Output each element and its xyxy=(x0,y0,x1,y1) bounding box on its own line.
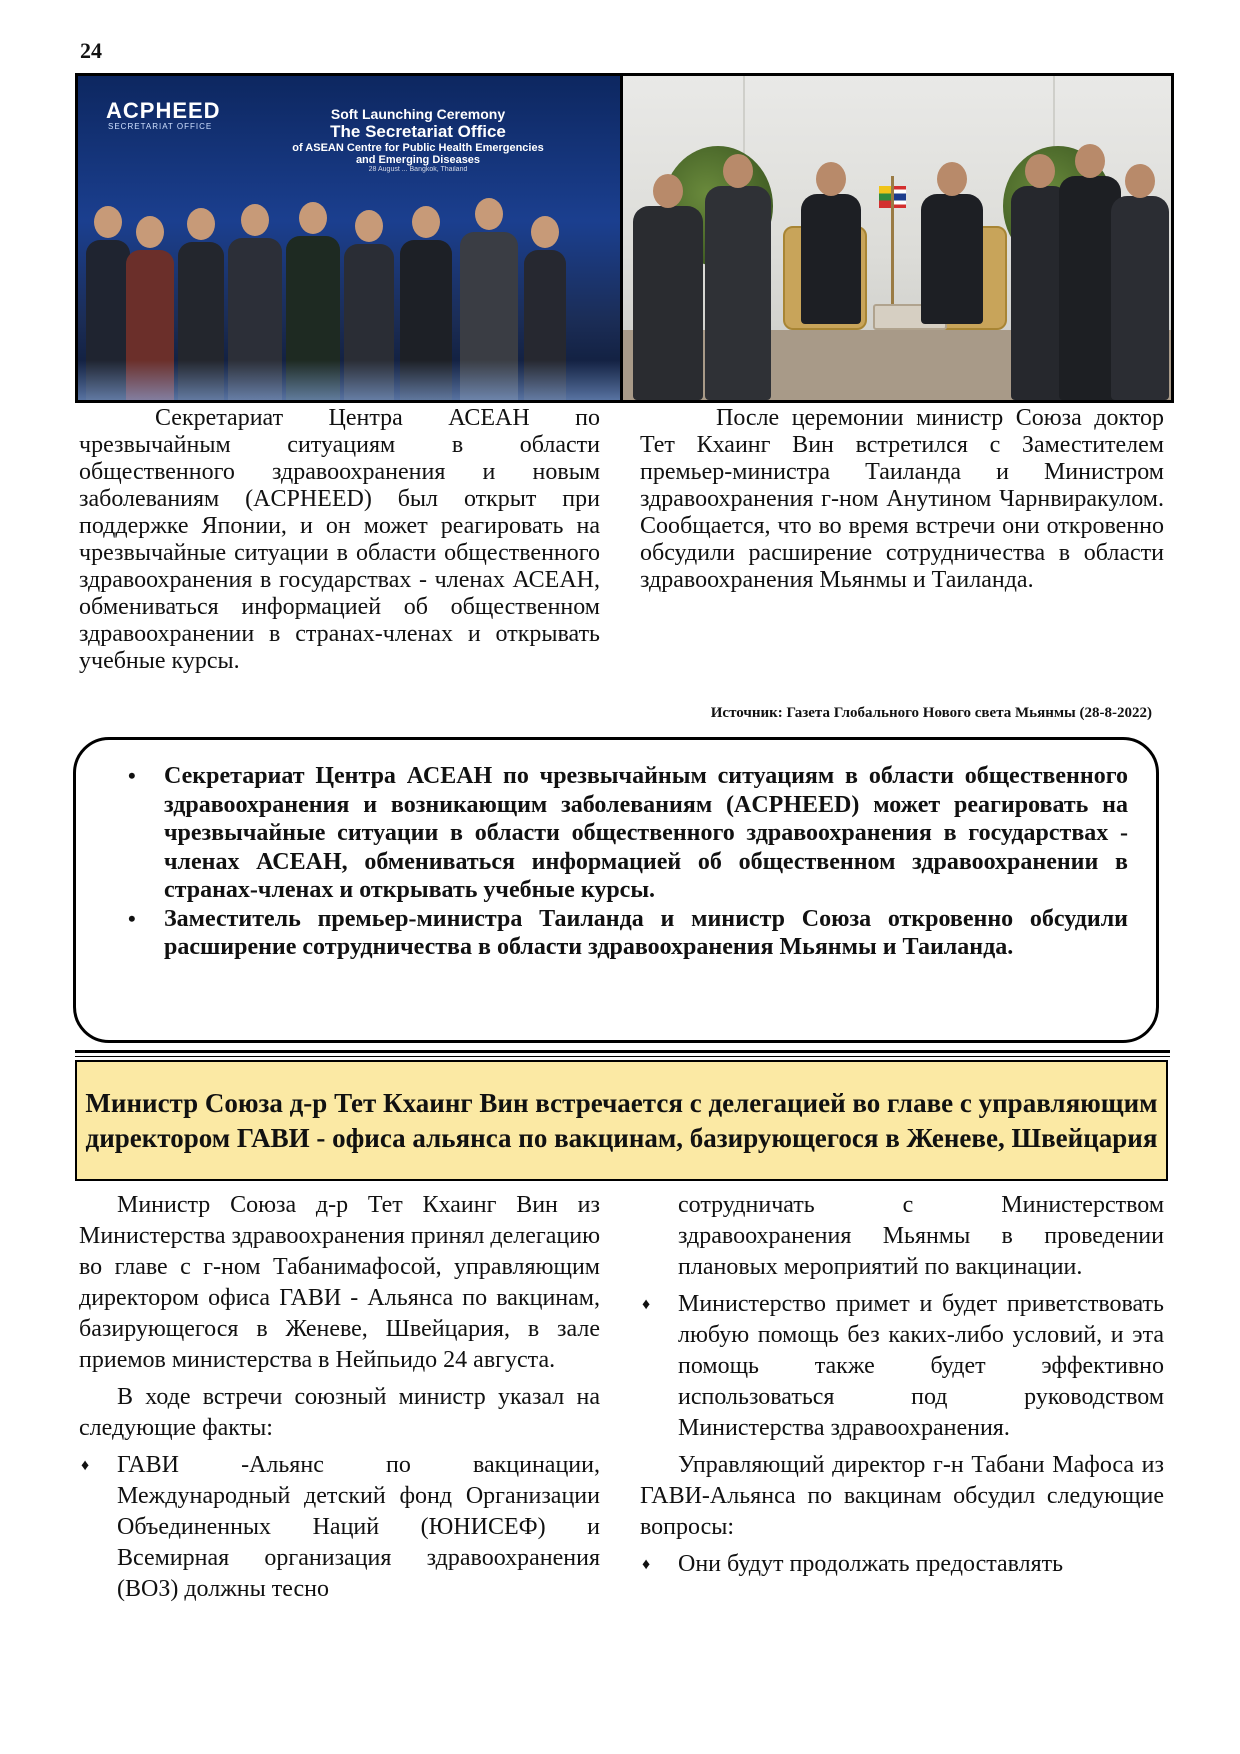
ceremony-photo xyxy=(75,73,623,403)
summary-item xyxy=(128,762,1128,905)
source-citation: Источник: Газета Глобального Нового света Мьянмы (28-8-2022) xyxy=(710,705,1152,721)
article1-left-paragraph: Секретариат Центра АСЕАН по чрезвычайным ситуациям в области общественного здравоохранения и новым заболеваниям (ACPHEED) был открыт при поддержке Японии, и он может реагировать на чрезвычайные ситуации в области общественного здравоохранения в государствах - членах АСЕАН, обмениваться информацией об общественном здравоохранении в странах-членах и открывать учебные курсы. xyxy=(79,405,600,674)
bullet-icon: • xyxy=(128,763,136,788)
article2-right-bullet-1-text: Министерство примет и будет приветствовать любую помощь без каких-либо условий, и эта помощь также будет эффективно использоваться под руководством Министерства здравоохранения. xyxy=(678,1291,1164,1441)
article2-left-column xyxy=(79,1190,600,1605)
summary-item-text: Заместитель премьер-министра Таиланда и министр Союза откровенно обсудили расширение сотрудничества в области здравоохранения Мьянмы и Таиланда. xyxy=(164,905,1128,960)
bullet-icon: • xyxy=(128,905,136,931)
article2-right-bullet-2 xyxy=(640,1549,1164,1580)
article1-right-column xyxy=(640,405,1164,594)
person-figure xyxy=(801,194,861,324)
page-number: 24 xyxy=(80,38,102,63)
article2-right-column xyxy=(640,1190,1164,1580)
thailand-flag xyxy=(894,186,906,208)
diamond-bullet-icon: ♦ xyxy=(642,1556,651,1573)
banner-text xyxy=(228,106,608,173)
article2-right-continuation: сотрудничать с Министерством здравоохранения Мьянмы в проведении плановых мероприятий по вакцинации. xyxy=(678,1192,1164,1280)
banner-line-5: 28 August ... Bangkok, Thailand xyxy=(368,166,468,173)
banner-line-4: and Emerging Diseases xyxy=(355,154,481,166)
person-figure xyxy=(633,206,703,400)
article2-right-bullet-2-text: Они будут продолжать предоставлять xyxy=(678,1551,1064,1577)
diamond-bullet-icon: ♦ xyxy=(81,1457,90,1474)
article2-right-bullet-1 xyxy=(640,1289,1164,1444)
article2-title: Министр Союза д-р Тет Кхаинг Вин встречается с делегацией во главе с управляющим директором ГАВИ - офиса альянса по вакцинам, базирующегося в Женеве, Швейцария xyxy=(85,1087,1158,1153)
article2-left-paragraph-2: В ходе встречи союзный министр указал на следующие факты: xyxy=(79,1384,600,1441)
divider xyxy=(75,1056,1170,1057)
person-figure xyxy=(921,194,983,324)
article1-right-paragraph: После церемонии министр Союза доктор Тет Кхаинг Вин встретился с Заместителем премьер-министра Таиланда и Министром здравоохранения г-ном Анутином Чарнвиракулом. Сообщается, что во время встречи они откровенно обсудили расширение сотрудничества в области здравоохранения Мьянмы и Таиланда. xyxy=(640,405,1164,593)
banner-line-2: The Secretariat Office xyxy=(330,122,506,141)
banner-line-3: of ASEAN Centre for Public Health Emergencies xyxy=(292,142,544,154)
article1-left-column xyxy=(79,405,600,675)
article2-left-bullet xyxy=(79,1450,600,1605)
acpheed-logo: ACPHEED xyxy=(106,98,221,123)
summary-item-text: Секретариат Центра АСЕАН по чрезвычайным ситуациям в области общественного здравоохранения и возникающим заболеваниям (ACPHEED) может реагировать на чрезвычайные ситуации в области общественного здравоохранения в государствах - членах АСЕАН, обмениваться информацией об общественном здравоохранении в странах-членах и открывать учебные курсы. xyxy=(164,763,1128,903)
summary-list xyxy=(76,740,1156,962)
person-figure xyxy=(1111,196,1169,400)
meeting-photo xyxy=(620,73,1174,403)
article2-title-box xyxy=(75,1060,1168,1181)
article2-left-bullet-text: ГАВИ -Альянс по вакцинации, Международный детский фонд Организации Объединенных Наций (ЮНИСЕФ) и Всемирная организация здравоохранения (ВОЗ) должны тесно xyxy=(117,1452,600,1602)
acpheed-logo-sub: SECRETARIAT OFFICE xyxy=(108,122,213,131)
summary-box xyxy=(73,737,1159,1043)
myanmar-flag xyxy=(879,186,891,208)
person-figure xyxy=(705,186,771,400)
article2-right-paragraph: Управляющий директор г-н Табани Мафоса из ГАВИ-Альянса по вакцинам обсудил следующие вопросы: xyxy=(640,1452,1164,1540)
banner-line-1: Soft Launching Ceremony xyxy=(330,106,506,122)
summary-item xyxy=(128,905,1128,962)
article2-left-paragraph-1: Министр Союза д-р Тет Кхаинг Вин из Министерства здравоохранения принял делегацию во главе с г-ном Табанимафосой, управляющим директором офиса ГАВИ - Альянса по вакцинам, базирующегося в Женеве, Швейцария, в зале приемов министерства в Нейпьидо 24 августа. xyxy=(79,1192,600,1373)
divider xyxy=(75,1050,1170,1053)
diamond-bullet-icon: ♦ xyxy=(642,1296,651,1313)
